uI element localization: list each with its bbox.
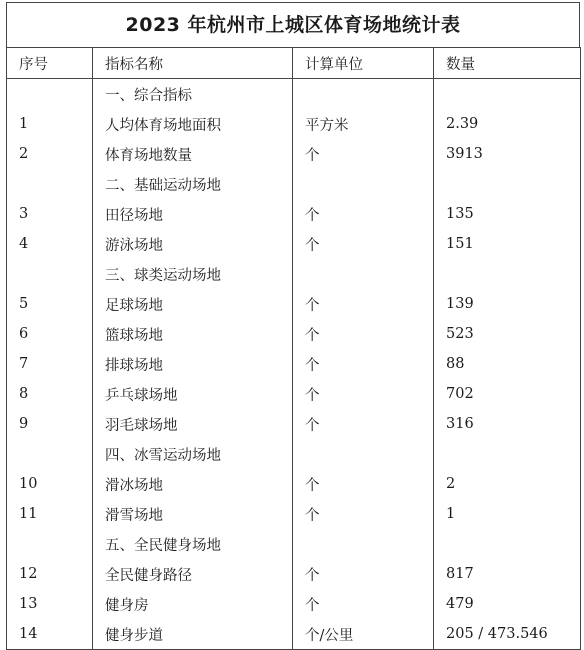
table-title: 2023 年杭州市上城区体育场地统计表 (6, 2, 580, 47)
value-cell: 2.39 (434, 109, 581, 139)
indicator-name: 游泳场地 (93, 229, 293, 259)
value-cell: 316 (434, 409, 581, 439)
table-row (7, 589, 581, 619)
table-row (7, 229, 581, 259)
row-number (7, 259, 93, 289)
table-row (7, 469, 581, 499)
row-number: 1 (7, 109, 93, 139)
unit-cell: 个 (293, 229, 434, 259)
row-number: 2 (7, 139, 93, 169)
unit-cell: 个 (293, 349, 434, 379)
value-cell: 523 (434, 319, 581, 349)
value-cell: 817 (434, 559, 581, 589)
value-cell (434, 439, 581, 469)
row-number: 9 (7, 409, 93, 439)
unit-cell: 个 (293, 319, 434, 349)
unit-cell: 个 (293, 289, 434, 319)
value-cell: 479 (434, 589, 581, 619)
table-row (7, 499, 581, 529)
header-no: 序号 (7, 48, 93, 79)
value-cell: 139 (434, 289, 581, 319)
unit-cell: 个/公里 (293, 619, 434, 650)
value-cell: 151 (434, 229, 581, 259)
table-row (7, 379, 581, 409)
group-row (7, 259, 581, 289)
value-cell: 205 / 473.546 (434, 619, 581, 650)
row-number: 4 (7, 229, 93, 259)
indicator-name: 一、综合指标 (93, 79, 293, 110)
stats-table (6, 47, 581, 650)
row-number: 12 (7, 559, 93, 589)
value-cell (434, 259, 581, 289)
group-row (7, 79, 581, 110)
value-cell (434, 79, 581, 110)
indicator-name: 羽毛球场地 (93, 409, 293, 439)
indicator-name: 二、基础运动场地 (93, 169, 293, 199)
unit-cell (293, 79, 434, 110)
indicator-name: 体育场地数量 (93, 139, 293, 169)
table-row (7, 559, 581, 589)
value-cell: 702 (434, 379, 581, 409)
indicator-name: 田径场地 (93, 199, 293, 229)
unit-cell (293, 529, 434, 559)
table-row (7, 199, 581, 229)
table-row (7, 139, 581, 169)
row-number (7, 529, 93, 559)
header-row (7, 48, 581, 79)
unit-cell: 个 (293, 199, 434, 229)
indicator-name: 四、冰雪运动场地 (93, 439, 293, 469)
indicator-name: 排球场地 (93, 349, 293, 379)
unit-cell (293, 439, 434, 469)
value-cell: 2 (434, 469, 581, 499)
row-number (7, 169, 93, 199)
unit-cell (293, 259, 434, 289)
group-row (7, 169, 581, 199)
header-name: 指标名称 (93, 48, 293, 79)
table-body (7, 79, 581, 650)
row-number: 3 (7, 199, 93, 229)
group-row (7, 439, 581, 469)
row-number: 6 (7, 319, 93, 349)
header-unit: 计算单位 (293, 48, 434, 79)
indicator-name: 健身步道 (93, 619, 293, 650)
indicator-name: 三、球类运动场地 (93, 259, 293, 289)
unit-cell: 个 (293, 469, 434, 499)
unit-cell: 个 (293, 379, 434, 409)
row-number: 13 (7, 589, 93, 619)
indicator-name: 滑冰场地 (93, 469, 293, 499)
table-row (7, 409, 581, 439)
indicator-name: 足球场地 (93, 289, 293, 319)
value-cell: 3913 (434, 139, 581, 169)
header-value: 数量 (434, 48, 581, 79)
row-number: 7 (7, 349, 93, 379)
unit-cell: 个 (293, 589, 434, 619)
value-cell: 135 (434, 199, 581, 229)
value-cell: 88 (434, 349, 581, 379)
table-row (7, 619, 581, 650)
value-cell (434, 169, 581, 199)
table-row (7, 289, 581, 319)
indicator-name: 全民健身路径 (93, 559, 293, 589)
unit-cell: 平方米 (293, 109, 434, 139)
row-number: 10 (7, 469, 93, 499)
unit-cell: 个 (293, 139, 434, 169)
group-row (7, 529, 581, 559)
row-number: 5 (7, 289, 93, 319)
table-row (7, 349, 581, 379)
table-row (7, 319, 581, 349)
indicator-name: 滑雪场地 (93, 499, 293, 529)
unit-cell: 个 (293, 409, 434, 439)
unit-cell: 个 (293, 499, 434, 529)
indicator-name: 五、全民健身场地 (93, 529, 293, 559)
indicator-name: 乒乓球场地 (93, 379, 293, 409)
document-page (0, 2, 584, 650)
value-cell: 1 (434, 499, 581, 529)
row-number: 11 (7, 499, 93, 529)
unit-cell: 个 (293, 559, 434, 589)
indicator-name: 篮球场地 (93, 319, 293, 349)
row-number: 14 (7, 619, 93, 650)
row-number (7, 439, 93, 469)
value-cell (434, 529, 581, 559)
indicator-name: 人均体育场地面积 (93, 109, 293, 139)
unit-cell (293, 169, 434, 199)
row-number: 8 (7, 379, 93, 409)
table-row (7, 109, 581, 139)
row-number (7, 79, 93, 110)
indicator-name: 健身房 (93, 589, 293, 619)
